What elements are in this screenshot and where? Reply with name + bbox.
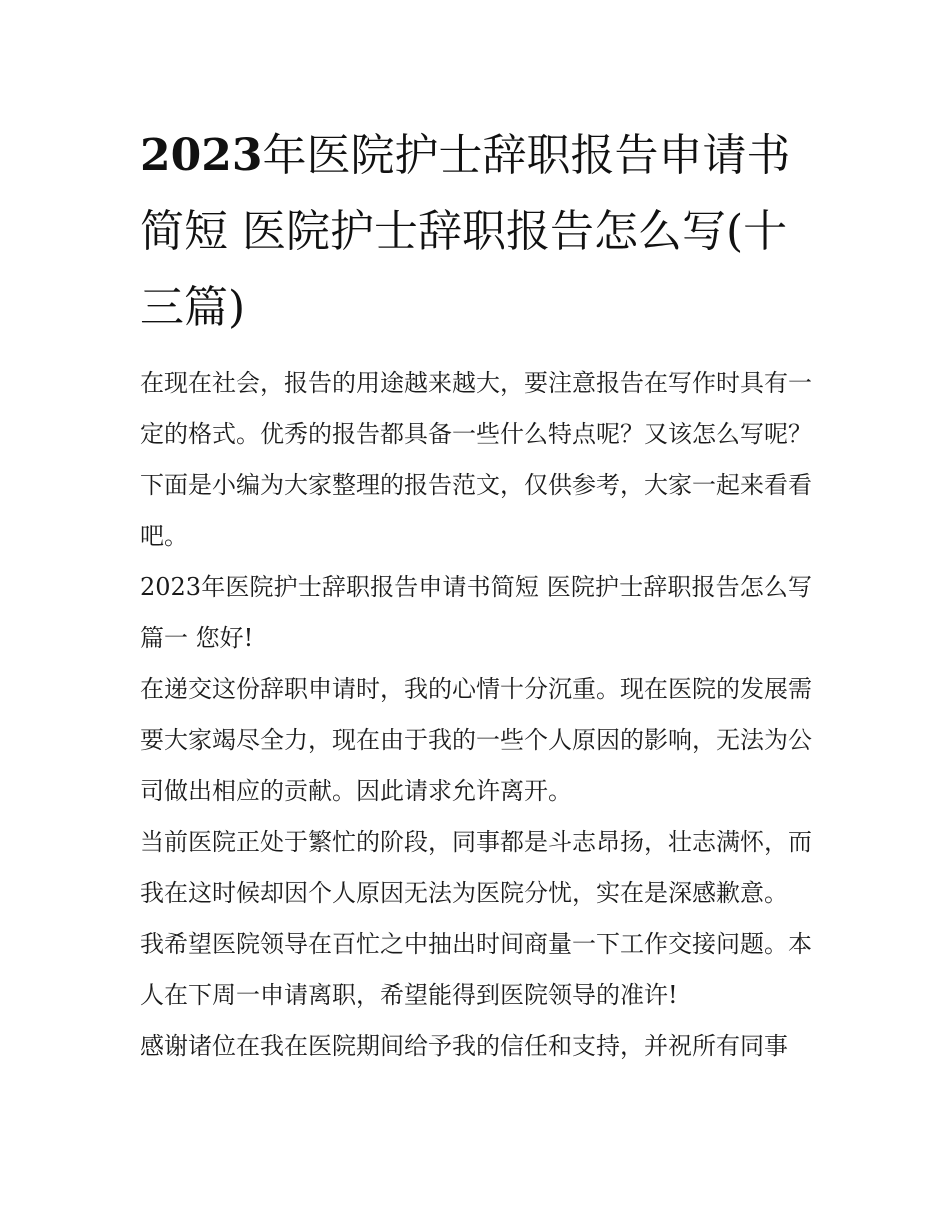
- body-paragraph: 在递交这份辞职申请时，我的心情十分沉重。现在医院的发展需要大家竭尽全力，现在由于我的一些个人原因的影响，无法为公司做出相应的贡献。因此请求允许离开。: [140, 675, 812, 805]
- document-page: [140, 118, 812, 1072]
- body-paragraph: 我希望医院领导在百忙之中抽出时间商量一下工作交接问题。本人在下周一申请离职，希望能得到医院领导的准许!: [140, 930, 812, 1009]
- document-title: [140, 118, 812, 346]
- body-paragraph: 感谢诸位在我在医院期间给予我的信任和支持，并祝所有同事: [140, 1032, 788, 1060]
- intro-paragraph: 在现在社会，报告的用途越来越大，要注意报告在写作时具有一定的格式。优秀的报告都具备一些什么特点呢？又该怎么写呢？下面是小编为大家整理的报告范文，仅供参考，大家一起来看看吧。: [140, 369, 812, 550]
- body-paragraph: 当前医院正处于繁忙的阶段，同事都是斗志昂扬，壮志满怀，而我在这时候却因个人原因无法为医院分忧，实在是深感歉意。: [140, 828, 812, 907]
- title-year: 2023: [140, 130, 263, 181]
- title-text: 年医院护士辞职报告申请书简短 医院护士辞职报告怎么写(十三篇): [140, 130, 791, 333]
- section-heading-paragraph: 2023年医院护士辞职报告申请书简短 医院护士辞职报告怎么写篇一 您好!: [140, 573, 812, 652]
